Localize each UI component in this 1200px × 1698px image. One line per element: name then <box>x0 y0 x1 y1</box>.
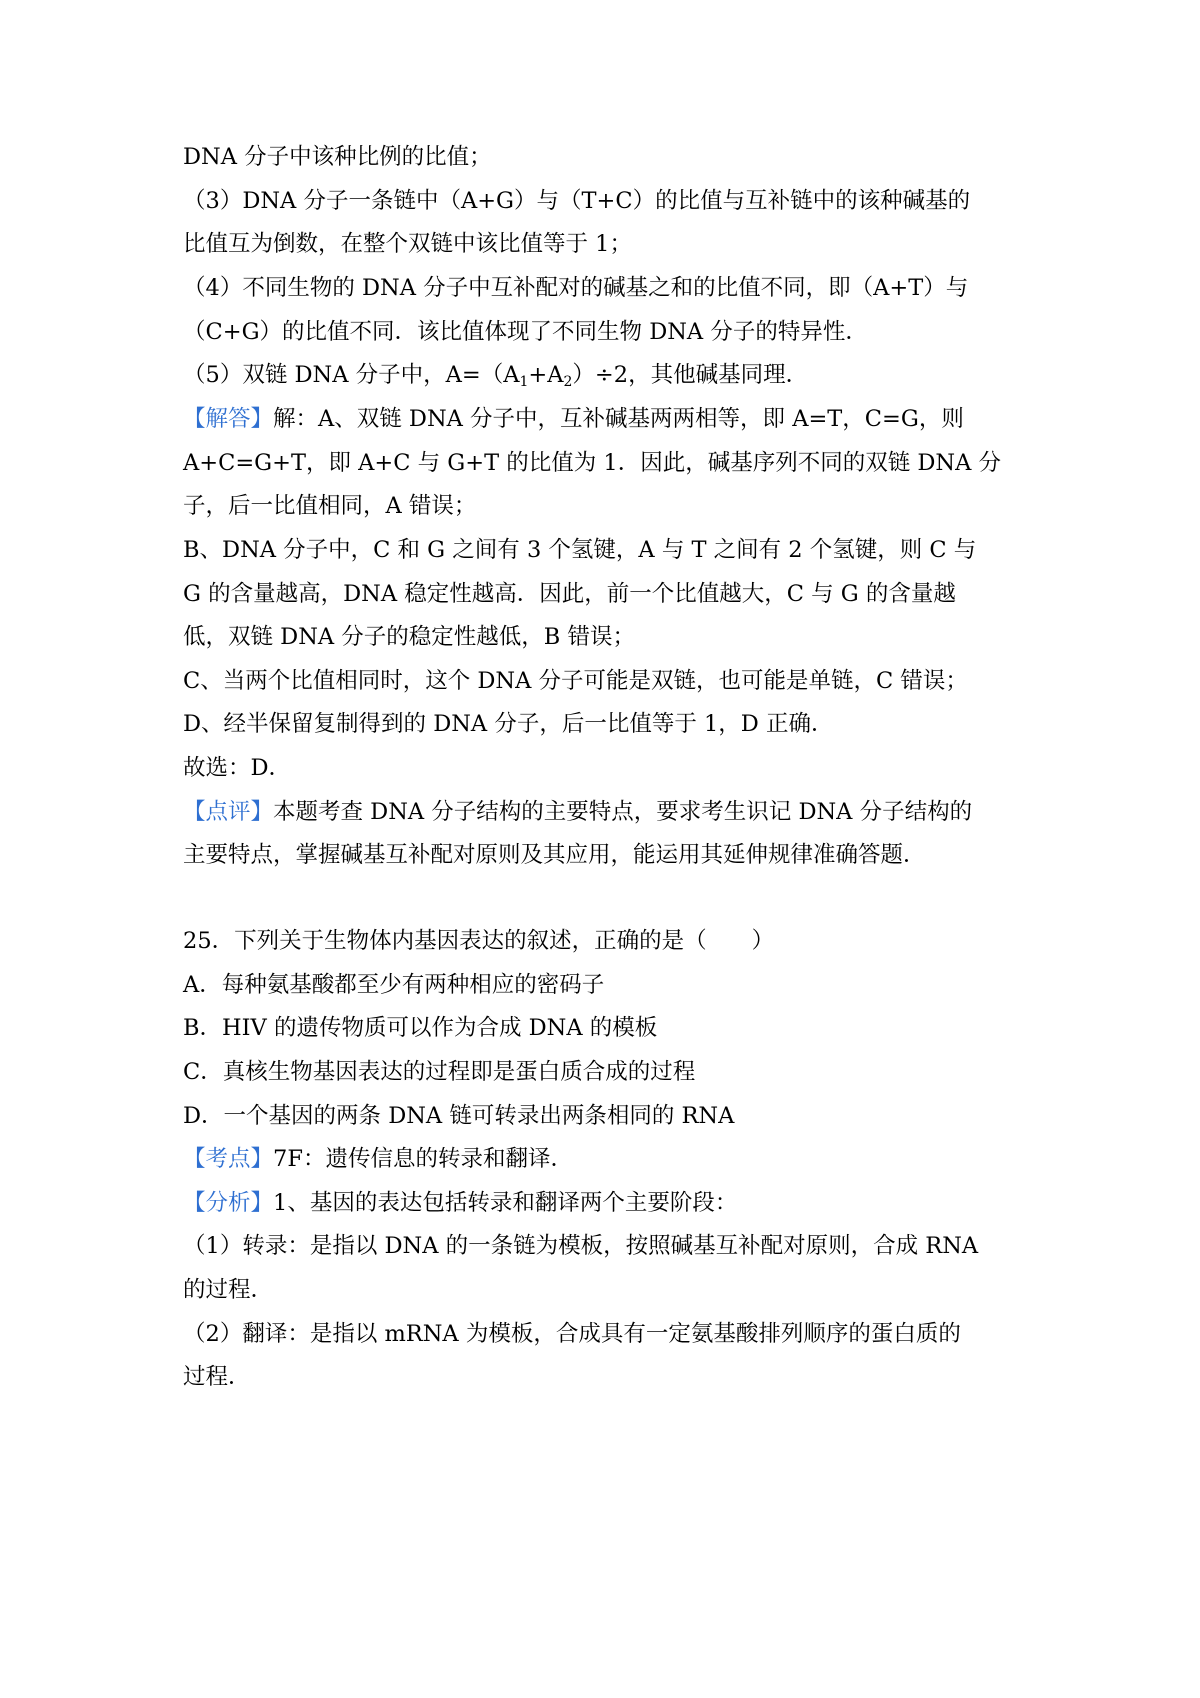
answer-line: A+C=G+T，即 A+C 与 G+T 的比值为 1．因此，碱基序列不同的双链 DNA 分 <box>183 450 1002 476</box>
fenxi-line: 过程． <box>183 1364 251 1390</box>
comment-tag: 【点评】 <box>183 799 274 825</box>
analysis-line: 比值互为倒数，在整个双链中该比值等于 1； <box>183 231 632 257</box>
formula-subscript: 2 <box>563 374 573 390</box>
formula-subscript: 1 <box>519 374 529 390</box>
analysis-line: DNA 分子中该种比例的比值； <box>183 144 492 170</box>
fenxi-line: 的过程． <box>183 1277 274 1303</box>
answer-line: B、DNA 分子中，C 和 G 之间有 3 个氢键，A 与 T 之间有 2 个氢键，则 C 与 <box>183 537 977 563</box>
answer-line: D、经半保留复制得到的 DNA 分子，后一比值等于 1，D 正确． <box>183 711 834 737</box>
comment-line: 主要特点，掌握碱基互补配对原则及其应用，能运用其延伸规律准确答题． <box>183 842 926 868</box>
analysis-line: （3）DNA 分子一条链中（A+G）与（T+C）的比值与互补链中的该种碱基的 <box>183 188 971 214</box>
option-a: A．每种氨基酸都至少有两种相应的密码子 <box>183 972 605 998</box>
fenxi-line: （1）转录：是指以 DNA 的一条链为模板，按照碱基互补配对原则，合成 RNA <box>183 1233 979 1259</box>
formula-part: ）÷2，其他碱基同理． <box>572 362 809 388</box>
question-stem: 25．下列关于生物体内基因表达的叙述，正确的是（ ） <box>183 928 775 954</box>
answer-text: 解：A、双链 DNA 分子中，互补碱基两两相等，即 A=T，C=G，则 <box>273 406 964 432</box>
answer-line: 子，后一比值相同，A 错误； <box>183 493 477 519</box>
answer-line <box>183 405 964 433</box>
fenxi-line <box>183 1189 737 1217</box>
comment-text: 本题考查 DNA 分子结构的主要特点，要求考生识记 DNA 分子结构的 <box>273 799 973 825</box>
answer-line: G 的含量越高，DNA 稳定性越高．因此，前一个比值越大，C 与 G 的含量越 <box>183 581 956 607</box>
fenxi-text: 1、基因的表达包括转录和翻译两个主要阶段： <box>273 1190 738 1216</box>
formula-part: （5）双链 DNA 分子中，A=（A <box>183 362 520 388</box>
kaodian-line <box>183 1145 573 1173</box>
option-d: D．一个基因的两条 DNA 链可转录出两条相同的 RNA <box>183 1103 735 1129</box>
analysis-line: （C+G）的比值不同．该比值体现了不同生物 DNA 分子的特异性． <box>183 319 868 345</box>
fenxi-tag: 【分析】 <box>183 1190 274 1216</box>
option-b: B．HIV 的遗传物质可以作为合成 DNA 的模板 <box>183 1015 658 1041</box>
answer-line: 低，双链 DNA 分子的稳定性越低，B 错误； <box>183 624 635 650</box>
kaodian-tag: 【考点】 <box>183 1146 274 1172</box>
answer-tag: 【解答】 <box>183 406 274 432</box>
analysis-formula-line <box>183 361 808 389</box>
kaodian-text: 7F：遗传信息的转录和翻译． <box>273 1146 573 1172</box>
fenxi-line: （2）翻译：是指以 mRNA 为模板，合成具有一定氨基酸排列顺序的蛋白质的 <box>183 1321 961 1347</box>
comment-line <box>183 798 972 826</box>
option-c: C．真核生物基因表达的过程即是蛋白质合成的过程 <box>183 1059 696 1085</box>
analysis-line: （4）不同生物的 DNA 分子中互补配对的碱基之和的比值不同，即（A+T）与 <box>183 275 969 301</box>
formula-part: +A <box>528 362 564 388</box>
answer-line: 故选：D． <box>183 755 292 781</box>
answer-line: C、当两个比值相同时，这个 DNA 分子可能是双链，也可能是单链，C 错误； <box>183 668 968 694</box>
